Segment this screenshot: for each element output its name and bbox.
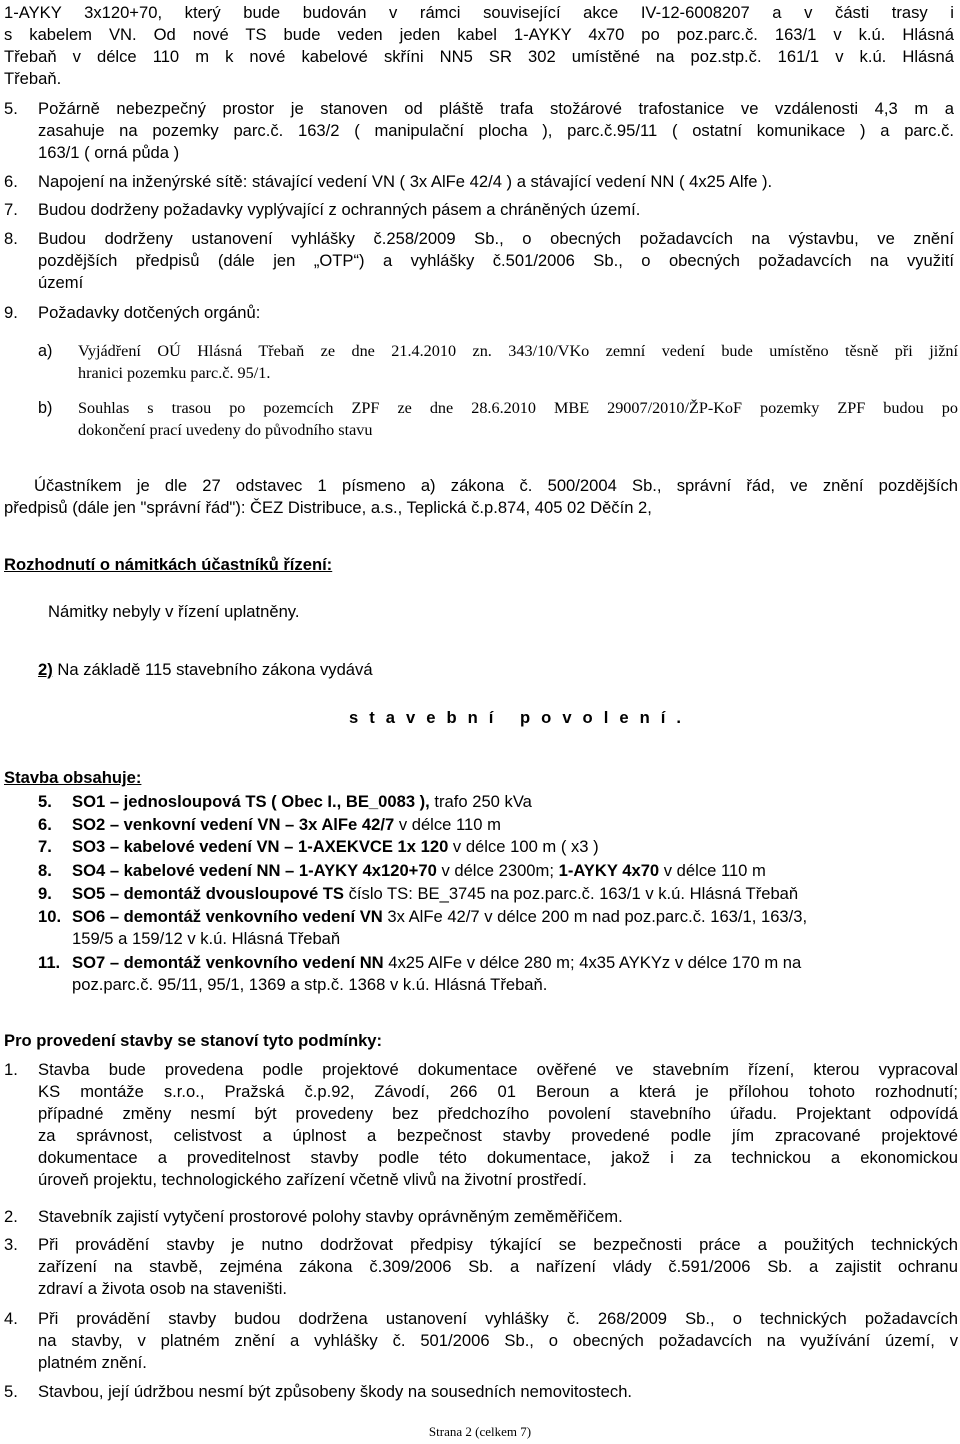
item-number: 6. bbox=[38, 815, 52, 834]
item-text: Při provádění stavby budou dodržena ustanovení vyhlášky č. 268/2009 Sb., o technických požadavcích bbox=[38, 1309, 958, 1328]
item-text: Budou dodrženy požadavky vyplývající z ochranných pásem a chráněných území. bbox=[38, 200, 641, 219]
organ-text: hranici pozemku parc.č. 95/1. bbox=[78, 364, 271, 382]
item-number: 11. bbox=[38, 953, 61, 972]
organ-letter: b) bbox=[38, 399, 53, 417]
section-2-text: Na základě 115 stavebního zákona vydává bbox=[52, 660, 373, 679]
item-number: 9. bbox=[4, 303, 18, 322]
item-text: Požadavky dotčených orgánů: bbox=[38, 303, 261, 322]
item-number: 1. bbox=[4, 1060, 18, 1079]
item-text: Stavba bude provedena podle projektové dokumentace ověřené ve stavebním řízení, kterou vypracoval bbox=[38, 1060, 958, 1079]
item-text: zdraví a života osob na staveništi. bbox=[38, 1279, 288, 1298]
item-text: Napojení na inženýrské sítě: stávající vedení VN ( 3x AlFe 42/4 ) a stávající vedení NN ( 4x25 Alfe ). bbox=[38, 172, 773, 191]
permit-title: s t a v e b n í p o v o l e n í . bbox=[349, 708, 685, 727]
intro-line-1: 1-AYKY 3x120+70, který bude budován v rámci související akce IV-12-6008207 a v části trasy i bbox=[4, 3, 954, 22]
item-number: 2. bbox=[4, 1207, 18, 1226]
organ-text: dokončení prací uvedeny do původního stavu bbox=[78, 421, 373, 439]
item-number: 7. bbox=[4, 200, 18, 219]
item-bold-text: SO3 – kabelové vedení VN – 1-AXEKVCE 1x 120 bbox=[72, 837, 449, 856]
item-number: 4. bbox=[4, 1309, 18, 1328]
page-footer: Strana 2 (celkem 7) bbox=[428, 1424, 532, 1439]
item-text: poz.parc.č. 95/11, 95/1, 1369 a stp.č. 1368 v k.ú. Hlásná Třebaň. bbox=[72, 975, 548, 994]
objections-text: Námitky nebyly v řízení uplatněny. bbox=[48, 602, 300, 621]
item-text: v délce 110 m bbox=[394, 815, 501, 834]
item-text: na stavby, v platném znění a vyhlášky č. 501/2006 Sb., o obecných požadavcích na využívání území, v bbox=[38, 1331, 958, 1350]
item-text: Při provádění stavby je nutno dodržovat předpisy týkající se bezpečnosti práce a použitých technických bbox=[38, 1235, 958, 1254]
item-number: 9. bbox=[38, 884, 52, 903]
participant-line-1: Účastníkem je dle 27 odstavec 1 písmeno a) zákona č. 500/2004 Sb., správní řád, ve znění pozdějších bbox=[34, 476, 958, 495]
organ-text: Vyjádření OÚ Hlásná Třebaň ze dne 21.4.2010 zn. 343/10/VKo zemní vedení bude umístěno těsně při jižní bbox=[78, 342, 958, 360]
item-bold-text: SO1 – jednosloupová TS ( Obec I., BE_0083 ), bbox=[72, 792, 430, 811]
item-text: v délce 100 m ( x3 ) bbox=[448, 837, 599, 856]
item-number: 6. bbox=[4, 172, 18, 191]
item-bold-text: SO5 – demontáž dvousloupové TS bbox=[72, 884, 344, 903]
item-text: platném znění. bbox=[38, 1353, 147, 1372]
organ-letter: a) bbox=[38, 342, 53, 360]
item-number: 5. bbox=[38, 792, 52, 811]
section-2-prefix: 2) bbox=[38, 660, 53, 679]
item-number: 10. bbox=[38, 907, 62, 926]
item-text: Stavebník zajistí vytyčení prostorové polohy stavby oprávněným zeměměřičem. bbox=[38, 1207, 623, 1226]
item-number: 7. bbox=[38, 837, 52, 856]
item-text: 163/1 ( orná půda ) bbox=[38, 143, 180, 162]
section-2-line bbox=[38, 659, 373, 681]
stavba-heading: Stavba obsahuje: bbox=[4, 768, 142, 787]
item-bold-text: SO4 – kabelové vedení NN – 1-AYKY 4x120+70 bbox=[72, 861, 437, 880]
item-bold-text: 1-AYKY 4x70 bbox=[558, 861, 660, 880]
item-text: území bbox=[38, 273, 84, 292]
intro-line-2: s kabelem VN. Od nové TS bude veden jeden kabel 1-AYKY 4x70 po poz.parc.č. 163/1 v k.ú. Hlásná bbox=[4, 25, 954, 44]
conditions-heading: Pro provedení stavby se stanoví tyto podmínky: bbox=[4, 1031, 383, 1050]
item-text: zasahuje na pozemky parc.č. 163/2 ( manipulační plocha ), parc.č.95/11 ( ostatní komunikace ) a parc.č. bbox=[38, 121, 954, 140]
item-text: 3x AlFe 42/7 v délce 200 m nad poz.parc.č. 163/1, 163/3, bbox=[382, 907, 808, 926]
item-text: trafo 250 kVa bbox=[429, 792, 532, 811]
item-number: 5. bbox=[4, 99, 18, 118]
item-text: Budou dodrženy ustanovení vyhlášky č.258/2009 Sb., o obecných požadavcích na výstavbu, ve znění bbox=[38, 229, 954, 248]
item-bold-text: SO6 – demontáž venkovního vedení VN bbox=[72, 907, 383, 926]
item-text: KS montáže s.r.o., Pražská č.p.92, Závodí, 266 01 Beroun a která je přílohou tohoto rozhodnutí; bbox=[38, 1082, 958, 1101]
item-text: Požárně nebezpečný prostor je stanoven od pláště trafa stožárové trafostanice ve vzdálenosti 4,3 m a bbox=[38, 99, 954, 118]
item-number: 3. bbox=[4, 1235, 18, 1254]
item-number: 5. bbox=[4, 1382, 18, 1401]
item-bold-text: SO2 – venkovní vedení VN – 3x AlFe 42/7 bbox=[72, 815, 395, 834]
item-text: v délce 2300m; bbox=[436, 861, 559, 880]
item-text: případné změny nesmí být provedeny bez předchozího povolení stavebního úřadu. Projektant odpovídá bbox=[38, 1104, 958, 1123]
item-text: za správnost, celistvost a úplnost a bezpečnost stavby provedené podle jím zpracované projektové bbox=[38, 1126, 958, 1145]
objections-heading: Rozhodnutí o námitkách účastníků řízení: bbox=[4, 555, 333, 574]
item-text: v délce 110 m bbox=[659, 861, 766, 880]
intro-line-3: Třebaň v délce 110 m k nové kabelové skříni NN5 SR 302 umístěné na poz.stp.č. 161/1 v k.ú. Hlásná bbox=[4, 47, 954, 66]
item-text: 4x25 AlFe v délce 280 m; 4x35 AYKYz v délce 170 m na bbox=[383, 953, 802, 972]
organ-text: Souhlas s trasou po pozemcích ZPF ze dne 28.6.2010 MBE 29007/2010/ŽP-KoF pozemky ZPF budou po bbox=[78, 399, 958, 417]
item-text: pozdějších předpisů (dále jen „OTP“) a vyhlášky č.501/2006 Sb., o obecných požadavcích na využití bbox=[38, 251, 954, 270]
item-number: 8. bbox=[4, 229, 18, 248]
item-text: Stavbou, její údržbou nesmí být způsobeny škody na sousedních nemovitostech. bbox=[38, 1382, 633, 1401]
item-text: dokumentace a proveditelnost stavby podle této dokumentace, jakož i za technickou a ekonomickou bbox=[38, 1148, 958, 1167]
item-text: úroveň projektu, technologického zařízení včetně vlivů na životní prostředí. bbox=[38, 1170, 587, 1189]
participant-line-2: předpisů (dále jen "správní řád"): ČEZ Distribuce, a.s., Teplická č.p.874, 405 02 Děčín 2, bbox=[4, 498, 652, 517]
intro-line-4: Třebaň. bbox=[4, 69, 62, 88]
item-text: číslo TS: BE_3745 na poz.parc.č. 163/1 v k.ú. Hlásná Třebaň bbox=[344, 884, 799, 903]
item-number: 8. bbox=[38, 861, 52, 880]
item-text: 159/5 a 159/12 v k.ú. Hlásná Třebaň bbox=[72, 929, 341, 948]
item-bold-text: SO7 – demontáž venkovního vedení NN bbox=[72, 953, 384, 972]
item-text: zařízení na stavbě, zejména zákona č.309/2006 Sb. a nařízení vlády č.591/2006 Sb. a zajistit ochranu bbox=[38, 1257, 958, 1276]
